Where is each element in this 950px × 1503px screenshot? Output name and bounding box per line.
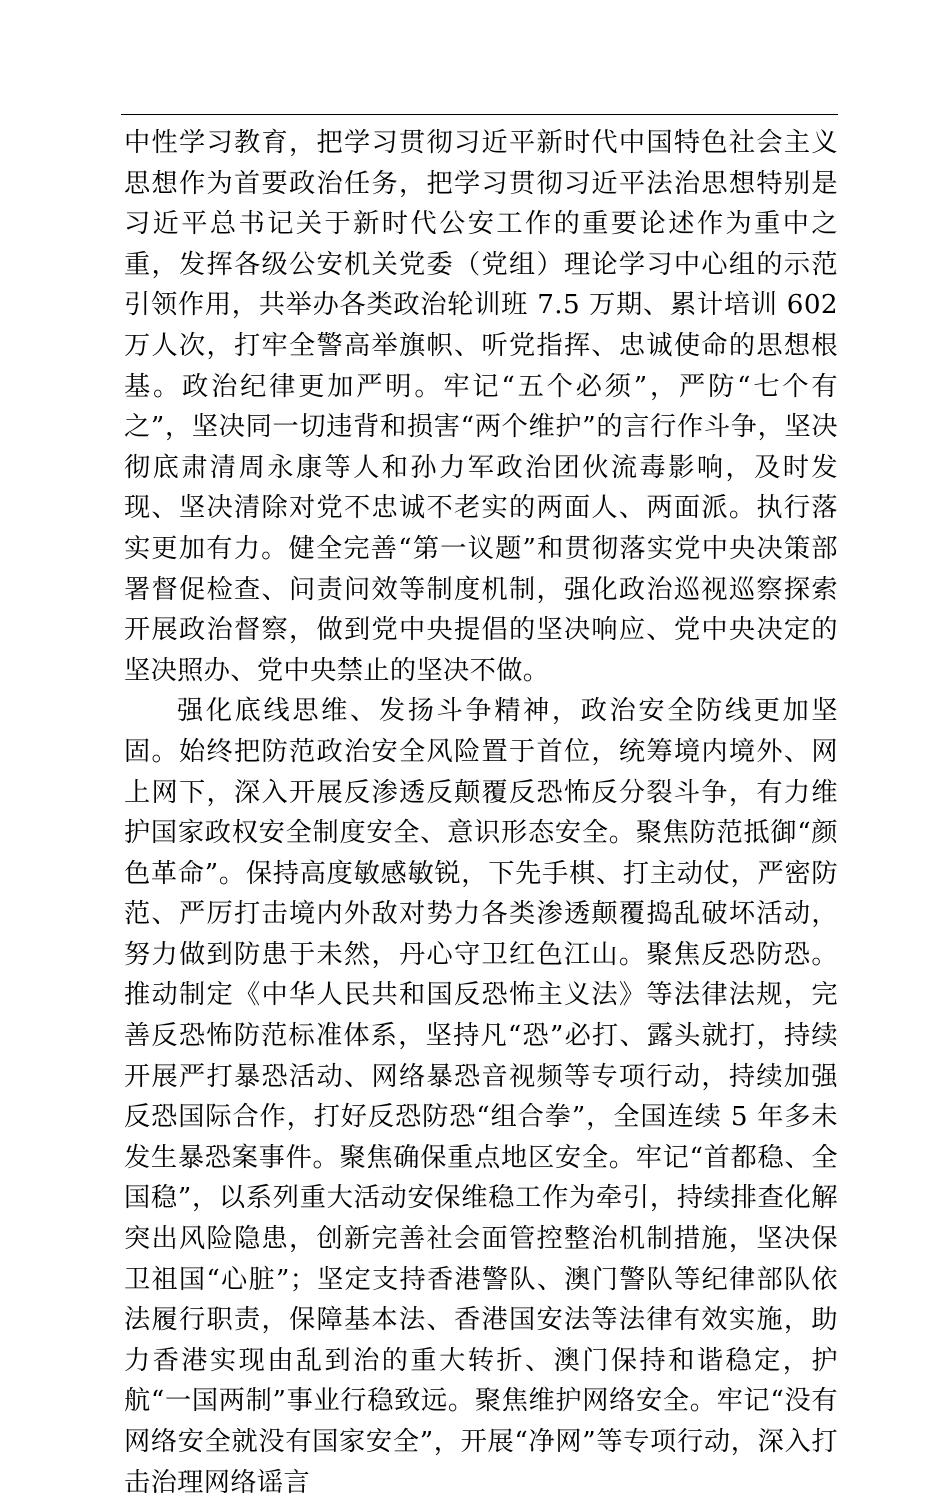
paragraph-continued: 中性学习教育，把学习贯彻习近平新时代中国特色社会主义思想作为首要政治任务，把学习贯彻习近平法治思想特别是习近平总书记关于新时代公安工作的重要论述作为重中之重，发挥各级公安机关党委（党组）理论学习中心组的示范引领作用，共举办各类政治轮训班 7.5 万期、累计培训 602 万人次，打牢全警高举旗帜、听党指挥、忠诚使命的思想根基。政治纪律更加严明。牢记“五个必须”，严防“七个有之”，坚决同一切违背和损害“两个维护”的言行作斗争，坚决彻底肃清周永康等人和孙力军政治团伙流毒影响，及时发现、坚决清除对党不忠诚不老实的两面人、两面派。执行落实更加有力。健全完善“第一议题”和贯彻落实党中央决策部署督促检查、问责问效等制度机制，强化政治巡视巡察探索开展政治督察，做到党中央提倡的坚决响应、党中央决定的坚决照办、党中央禁止的坚决不做。 [124, 128, 838, 686]
header-rule [121, 114, 838, 115]
paragraph-political-security: 强化底线思维、发扬斗争精神，政治安全防线更加坚固。始终把防范政治安全风险置于首位，统筹境内境外、网上网下，深入开展反渗透反颠覆反恐怖反分裂斗争，有力维护国家政权安全制度安全、意识形态安全。聚焦防范抵御“颜色革命”。保持高度敏感敏锐，下先手棋、打主动仗，严密防范、严厉打击境内外敌对势力各类渗透颠覆捣乱破坏活动，努力做到防患于未然，丹心守卫红色江山。聚焦反恐防恐。推动制定《中华人民共和国反恐怖主义法》等法律法规，完善反恐怖防范标准体系，坚持凡“恐”必打、露头就打，持续开展严打暴恐活动、网络暴恐音视频等专项行动，持续加强反恐国际合作，打好反恐防恐“组合拳”，全国连续 5 年多未发生暴恐案事件。聚焦确保重点地区安全。牢记“首都稳、全国稳”，以系列重大活动安保维稳工作为牵引，持续排查化解突出风险隐患，创新完善社会面管控整治机制措施，坚决保卫祖国“心脏”；坚定支持香港警队、澳门警队等纪律部队依法履行职责，保障基本法、香港国安法等法律有效实施，助力香港实现由乱到治的重大转折、澳门保持和谐稳定，护航“一国两制”事业行稳致远。聚焦维护网络安全。牢记“没有网络安全就没有国家安全”，开展“净网”等专项行动，深入打击治理网络谣言 [124, 696, 838, 1498]
document-body [124, 123, 838, 1503]
